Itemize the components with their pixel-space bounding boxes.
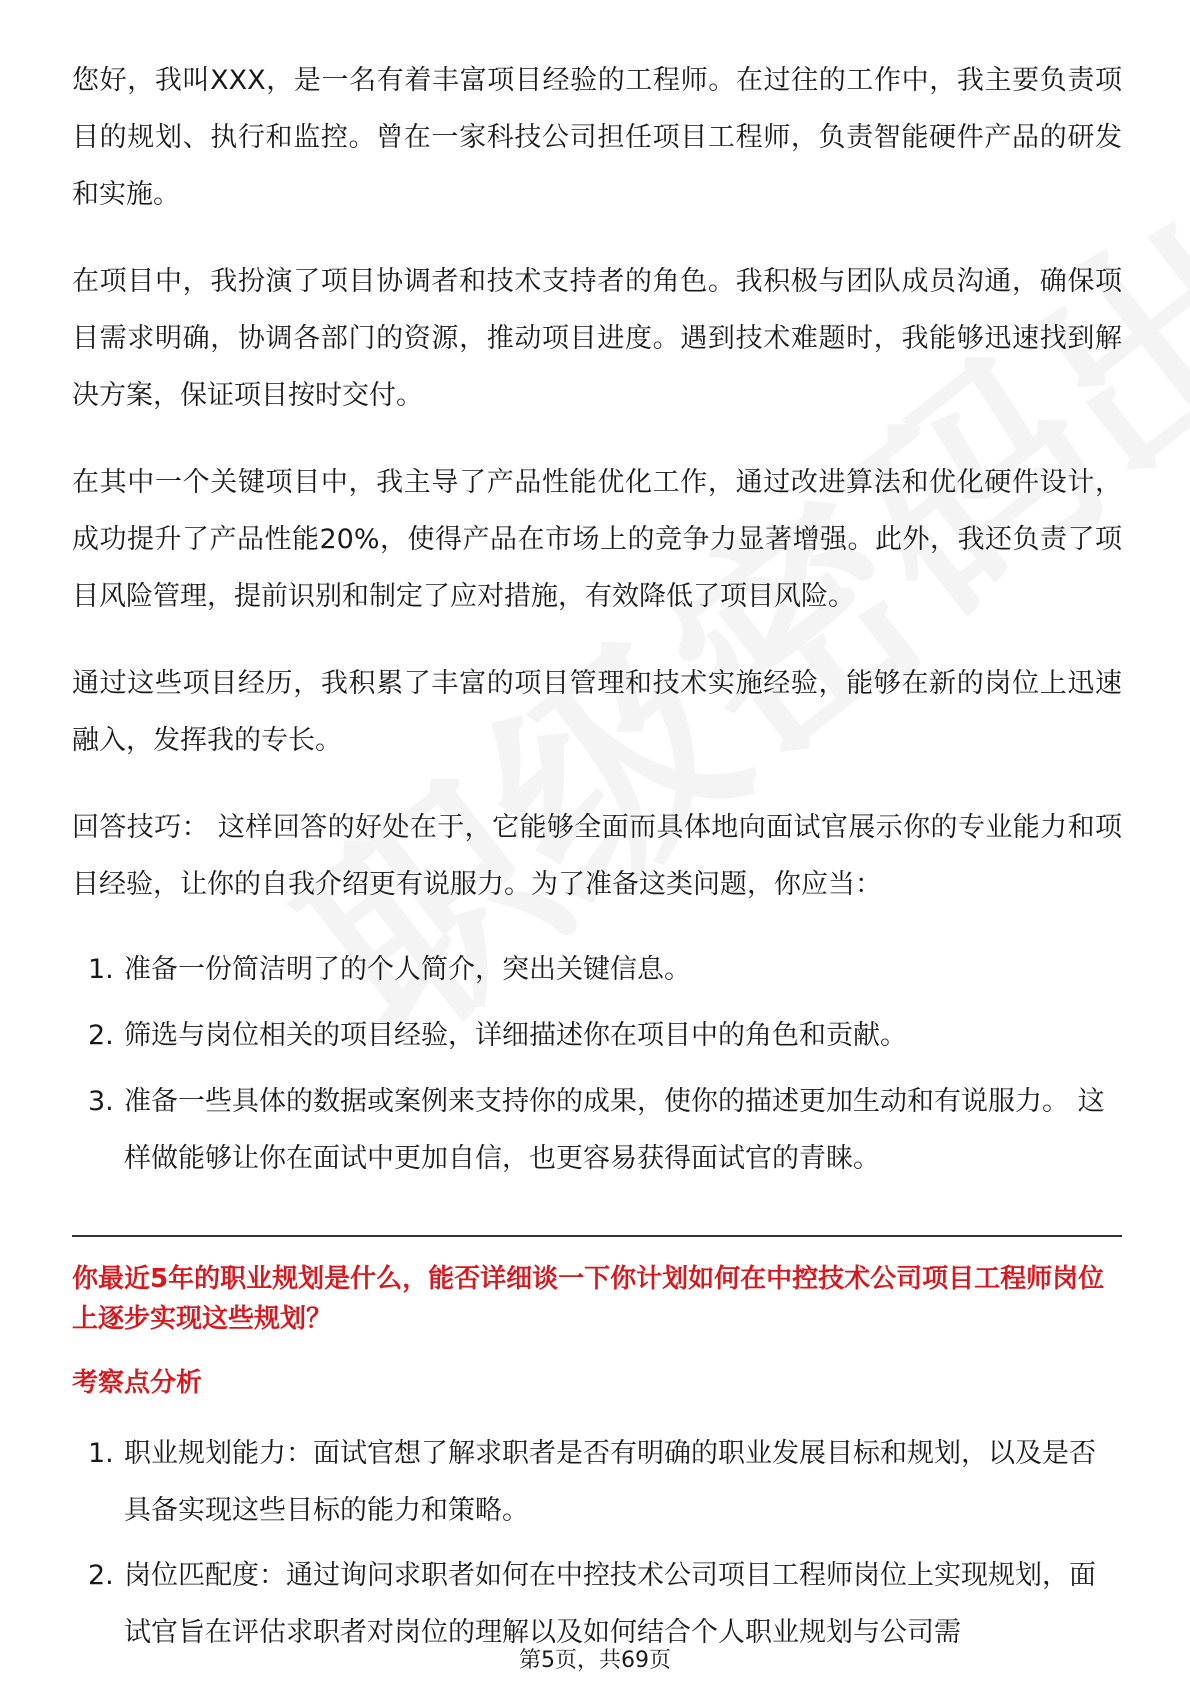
list-item-text: 岗位匹配度：通过询问求职者如何在中控技术公司项目工程师岗位上实现规划，面试官旨在评估求职者对岗位的理解以及如何结合个人职业规划与公司需 [124, 1560, 1096, 1648]
list-item-number: 3. [88, 1086, 114, 1117]
list-item-text: 职业规划能力：面试官想了解求职者是否有明确的职业发展目标和规划，以及是否具备实现这些目标的能力和策略。 [124, 1438, 1096, 1526]
list-item-text: 准备一份简洁明了的个人简介，突出关键信息。 [124, 954, 691, 985]
list-item-number: 2. [88, 1560, 114, 1591]
list-item [72, 1007, 1122, 1064]
list-item [72, 941, 1122, 998]
analysis-list [72, 1425, 1122, 1661]
page-number-footer: 第5页，共69页 [519, 1648, 671, 1673]
question-heading: 你最近5年的职业规划是什么，能否详细谈一下你计划如何在中控技术公司项目工程师岗位上逐步实现这些规划？ [72, 1264, 1105, 1334]
answer-paragraph-2: 在项目中，我扮演了项目协调者和技术支持者的角色。我积极与团队成员沟通，确保项目需求明确，协调各部门的资源，推动项目进度。遇到技术难题时，我能够迅速找到解决方案，保证项目按时交付。 [72, 266, 1122, 411]
analysis-heading: 考察点分析 [72, 1368, 203, 1398]
list-item [72, 1547, 1122, 1661]
answer-paragraph-4: 通过这些项目经历，我积累了丰富的项目管理和技术实施经验，能够在新的岗位上迅速融入，发挥我的专长。 [72, 668, 1122, 756]
list-item-text: 准备一些具体的数据或案例来支持你的成果，使你的描述更加生动和有说服力。 这样做能够让你在面试中更加自信，也更容易获得面试官的青睐。 [124, 1086, 1105, 1174]
list-item [72, 1073, 1122, 1187]
list-item [72, 1425, 1122, 1539]
answer-tips-intro: 回答技巧： 这样回答的好处在于，它能够全面而具体地向面试官展示你的专业能力和项目经验，让你的自我介绍更有说服力。为了准备这类问题，你应当： [72, 812, 1122, 900]
answer-paragraph-3: 在其中一个关键项目中，我主导了产品性能优化工作，通过改进算法和优化硬件设计，成功提升了产品性能20%，使得产品在市场上的竞争力显著增强。此外，我还负责了项目风险管理，提前识别和制定了应对措施，有效降低了项目风险。 [72, 467, 1122, 612]
tips-list [72, 941, 1122, 1187]
list-item-number: 2. [88, 1020, 114, 1051]
list-item-number: 1. [88, 954, 114, 985]
list-item-text: 筛选与岗位相关的项目经验，详细描述你在项目中的角色和贡献。 [124, 1020, 907, 1051]
page-content [72, 52, 1122, 1669]
answer-paragraph-1: 您好，我叫XXX，是一名有着丰富项目经验的工程师。在过往的工作中，我主要负责项目的规划、执行和监控。曾在一家科技公司担任项目工程师，负责智能硬件产品的研发和实施。 [72, 65, 1122, 210]
section-divider [72, 1235, 1122, 1237]
list-item-number: 1. [88, 1438, 114, 1469]
